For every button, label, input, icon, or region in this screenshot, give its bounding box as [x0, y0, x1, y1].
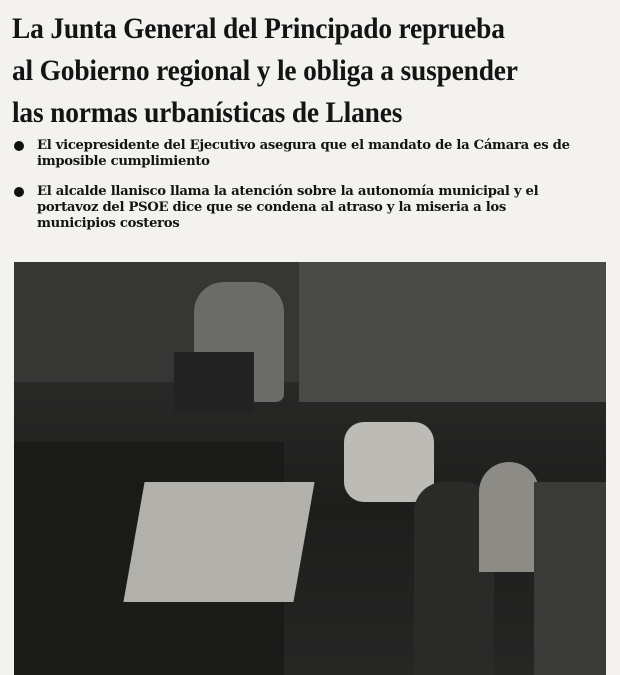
subheadline-item: [12, 184, 612, 232]
headline-line: al Gobierno regional y le obliga a suspender: [12, 55, 518, 87]
headline-line: La Junta General del Principado reprueba: [12, 13, 505, 45]
headline-line: las normas urbanísticas de Llanes: [12, 97, 403, 129]
bullet-icon: [14, 141, 24, 151]
photo-papers: [123, 482, 314, 602]
photo-deputy-woman: [479, 462, 539, 572]
subheadline-item: [12, 138, 612, 170]
subheadline-line: El alcalde llanisco llama la atención sobre la autonomía municipal y el: [37, 184, 539, 199]
subheadline-line: El vicepresidente del Ejecutivo asegura que el mandato de la Cámara es de: [37, 138, 570, 153]
headline: [12, 8, 617, 134]
subheadline-line: portavoz del PSOE dice que se condena al atraso y la miseria a los: [37, 200, 507, 215]
photo-camera: [174, 352, 254, 412]
subheadline-line: municipios costeros: [37, 216, 180, 231]
photo-deputy-white: [344, 422, 434, 502]
bullet-icon: [14, 187, 24, 197]
photo-background-wall: [299, 262, 606, 402]
subheadline-list: [12, 138, 612, 246]
subheadline-line: imposible cumplimiento: [37, 154, 210, 169]
news-photo: [14, 262, 606, 675]
photo-right-benches: [534, 482, 606, 675]
